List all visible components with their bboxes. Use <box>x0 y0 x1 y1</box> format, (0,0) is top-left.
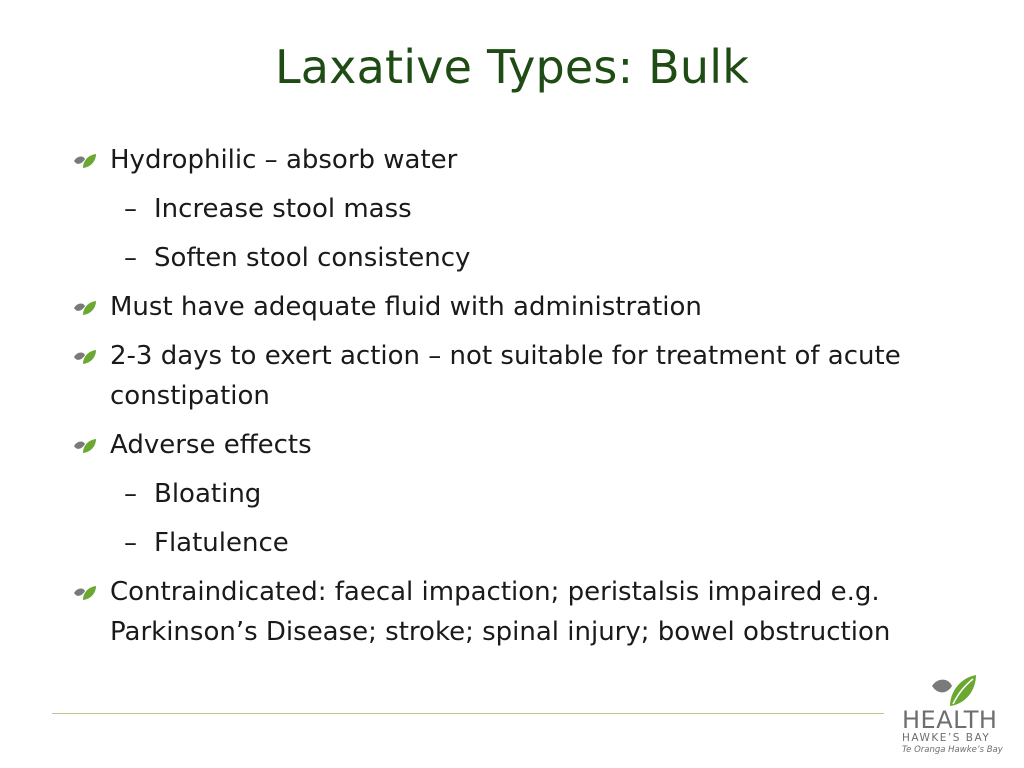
bullet-item <box>72 425 972 465</box>
sub-bullet-item <box>72 523 972 563</box>
sub-bullet-text: Flatulence <box>154 528 289 558</box>
bullet-item <box>72 336 972 416</box>
leaf-bullet-icon <box>72 299 98 317</box>
sub-bullet-text: Increase stool mass <box>154 194 412 224</box>
dash-marker: – <box>124 243 137 273</box>
bullet-list <box>72 140 972 661</box>
leaf-bullet-icon <box>72 348 98 366</box>
leaf-bullet-icon <box>72 584 98 602</box>
leaf-bullet-icon <box>72 437 98 455</box>
sub-bullet-item <box>72 238 972 278</box>
logo-tagline-text: Te Oranga Hawke’s Bay <box>902 745 1003 755</box>
dash-marker: – <box>124 194 137 224</box>
sub-bullet-item <box>72 189 972 229</box>
leaf-logo-icon <box>930 672 980 708</box>
bullet-text: 2-3 days to exert action – not suitable for treatment of acute constipation <box>110 341 901 411</box>
bullet-item <box>72 572 972 652</box>
slide-title: Laxative Types: Bulk <box>274 40 750 94</box>
bullet-text: Adverse effects <box>110 430 312 460</box>
logo-health-text: HEALTH <box>902 706 998 734</box>
dash-marker: – <box>124 528 137 558</box>
bullet-item <box>72 140 972 180</box>
bullet-text: Hydrophilic – absorb water <box>110 145 458 175</box>
footer-divider <box>52 713 884 714</box>
health-hawkes-bay-logo <box>902 672 1010 758</box>
sub-bullet-item <box>72 474 972 514</box>
sub-bullet-text: Bloating <box>154 479 262 509</box>
bullet-item <box>72 287 972 327</box>
dash-marker: – <box>124 479 137 509</box>
sub-bullet-text: Soften stool consistency <box>154 243 471 273</box>
bullet-text: Must have adequate fluid with administration <box>110 292 702 322</box>
bullet-text: Contraindicated: faecal impaction; peristalsis impaired e.g. Parkinson’s Disease; stroke; spinal injury; bowel obstruction <box>110 577 891 647</box>
logo-region-text: HAWKE’S BAY <box>902 732 991 744</box>
leaf-bullet-icon <box>72 152 98 170</box>
